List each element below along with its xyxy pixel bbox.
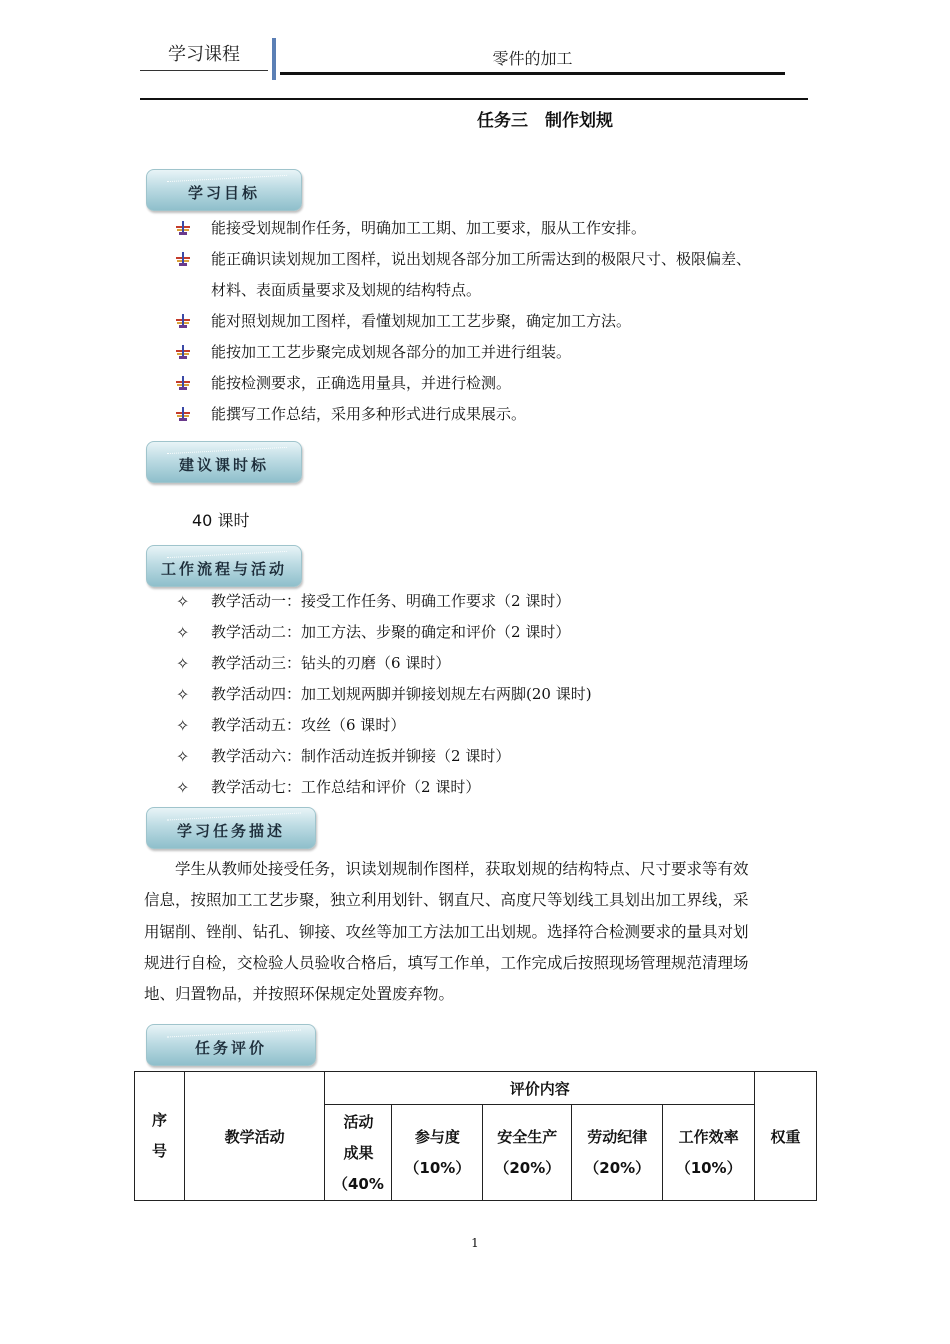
header-seq-line-1: 序 xyxy=(151,1111,167,1129)
description-line: 学生从教师处接受任务，识读划规制作图样，获取划规的结构特点、尺寸要求等有效 xyxy=(144,860,749,878)
workflow-item xyxy=(176,710,816,741)
document-title: 零件的加工 xyxy=(492,49,573,68)
workflow-item-text: 教学活动一：接受工作任务、明确工作要求（2 课时） xyxy=(211,592,571,610)
header-efficiency-line-2: （10%） xyxy=(675,1158,742,1177)
goal-item xyxy=(176,306,816,337)
diamond-bullet-icon: ✧ xyxy=(176,654,190,673)
header-efficiency-line-1: 工作效率 xyxy=(678,1127,739,1146)
goal-item-text: 材料、表面质量要求及划规的结构特点。 xyxy=(211,281,482,299)
header-safety xyxy=(483,1105,572,1201)
bullet-arrow-icon xyxy=(176,375,190,391)
diamond-bullet-icon: ✧ xyxy=(176,747,190,766)
goal-item-text: 能按检测要求，正确选用量具，并进行检测。 xyxy=(211,374,512,392)
goal-item xyxy=(176,275,816,306)
workflow-item-text: 教学活动二：加工方法、步聚的确定和评价（2 课时） xyxy=(211,623,571,641)
section-badge-hours xyxy=(146,441,302,483)
workflow-item-text: 教学活动七：工作总结和评价（2 课时） xyxy=(211,778,481,796)
diamond-bullet-icon: ✧ xyxy=(176,685,190,704)
header-activity-result-line-1: 活动 xyxy=(343,1113,374,1131)
header-discipline-line-2: （20%） xyxy=(584,1158,651,1177)
section-badge-evaluation xyxy=(146,1024,316,1066)
bullet-arrow-icon xyxy=(176,220,190,236)
header-participation-line-2: （10%） xyxy=(404,1158,471,1177)
goal-item xyxy=(176,399,816,430)
bullet-arrow-icon xyxy=(176,406,190,422)
goal-item-text: 能正确识读划规加工图样，说出划规各部分加工所需达到的极限尺寸、极限偏差、 xyxy=(211,250,752,268)
description-line: 规进行自检，交检验人员验收合格后，填写工作单，工作完成后按照现场管理规范清理场 xyxy=(144,953,749,972)
diamond-bullet-icon: ✧ xyxy=(176,623,190,642)
section-badge-description xyxy=(146,807,316,849)
header-divider-bar xyxy=(272,38,276,80)
header-discipline xyxy=(572,1105,663,1201)
goal-item-text: 能按加工工艺步聚完成划规各部分的加工并进行组装。 xyxy=(211,343,572,361)
bullet-arrow-icon xyxy=(176,313,190,329)
section-badge-workflow xyxy=(146,545,302,587)
goal-item-text: 能撰写工作总结，采用多种形式进行成果展示。 xyxy=(211,405,527,423)
section-heading-goals: 学习目标 xyxy=(187,183,260,202)
workflow-item-text: 教学活动六：制作活动连扳并铆接（2 课时） xyxy=(211,747,511,765)
header-underline-left xyxy=(140,70,268,71)
header-participation xyxy=(392,1105,483,1201)
header-seq xyxy=(135,1072,185,1201)
header-participation-line-1: 参与度 xyxy=(414,1127,460,1146)
header-activity-result-line-2: 成果 xyxy=(343,1144,374,1162)
workflow-item xyxy=(176,648,816,679)
goal-item-text: 能对照划规加工图样，看懂划规加工工艺步聚，确定加工方法。 xyxy=(211,312,632,330)
header-safety-line-1: 安全生产 xyxy=(497,1127,558,1146)
description-line: 用锯削、锉削、钻孔、铆接、攻丝等加工方法加工出划规。选择符合检测要求的量具对划 xyxy=(144,922,749,941)
section-heading-description: 学习任务描述 xyxy=(176,821,285,840)
goal-item xyxy=(176,337,816,368)
workflow-item-text: 教学活动四：加工划规两脚并铆接划规左右两脚(20 课时) xyxy=(211,685,592,703)
header-discipline-line-1: 劳动纪律 xyxy=(587,1127,648,1146)
diamond-bullet-icon: ✧ xyxy=(176,592,190,611)
goal-item xyxy=(176,368,816,399)
goal-item xyxy=(176,213,816,244)
course-label: 学习课程 xyxy=(168,44,240,65)
workflow-item xyxy=(176,741,816,772)
header-activity: 教学活动 xyxy=(184,1072,325,1201)
description-line: 地、归置物品，并按照环保规定处置废弃物。 xyxy=(144,985,455,1004)
section-heading-evaluation: 任务评价 xyxy=(194,1038,267,1057)
workflow-item xyxy=(176,679,816,710)
evaluation-table xyxy=(134,1071,817,1201)
header-seq-line-2: 号 xyxy=(151,1142,167,1160)
header-evaluation-content: 评价内容 xyxy=(325,1072,755,1105)
header-underline-right xyxy=(280,72,785,75)
diamond-bullet-icon: ✧ xyxy=(176,716,190,735)
header-safety-line-2: （20%） xyxy=(494,1158,561,1177)
header-activity-result-line-3: （40% xyxy=(333,1175,384,1193)
header-rule xyxy=(140,98,808,100)
hours-value: 40 课时 xyxy=(192,511,250,530)
task-title: 任务三 制作划规 xyxy=(477,111,613,131)
workflow-item-text: 教学活动五：攻丝（6 课时） xyxy=(211,716,406,734)
header-activity-result xyxy=(325,1105,392,1201)
header-efficiency xyxy=(663,1105,755,1201)
bullet-arrow-icon xyxy=(176,251,190,267)
header-weight: 权重 xyxy=(755,1072,817,1201)
section-badge-goals xyxy=(146,169,302,211)
description-line: 信息，按照加工工艺步聚，独立利用划针、钢直尺、高度尺等划线工具划出加工界线，采 xyxy=(144,891,749,910)
page-number: 1 xyxy=(471,1236,479,1250)
section-heading-workflow: 工作流程与活动 xyxy=(160,559,287,578)
workflow-item xyxy=(176,617,816,648)
bullet-arrow-icon xyxy=(176,344,190,360)
workflow-item-text: 教学活动三：钻头的刃磨（6 课时） xyxy=(211,654,451,672)
goal-item xyxy=(176,244,816,275)
goal-item-text: 能接受划规制作任务，明确加工工期、加工要求，服从工作安排。 xyxy=(211,219,647,237)
diamond-bullet-icon: ✧ xyxy=(176,778,190,797)
workflow-item xyxy=(176,586,816,617)
workflow-item xyxy=(176,772,816,803)
section-heading-hours: 建议课时标 xyxy=(178,455,269,474)
